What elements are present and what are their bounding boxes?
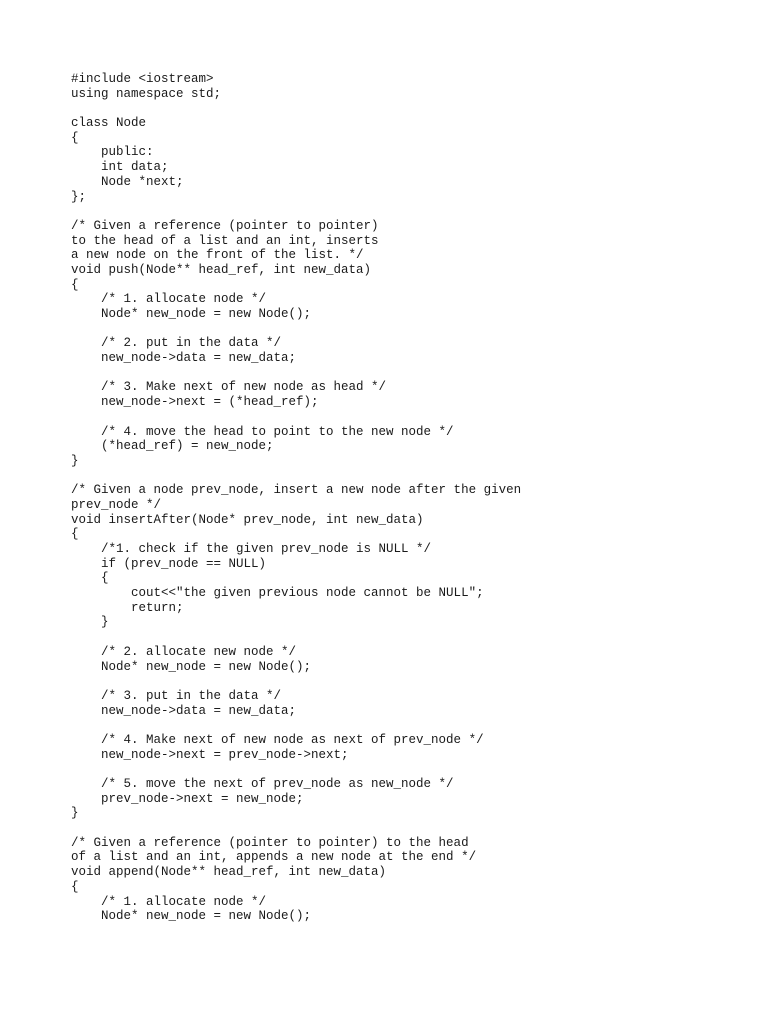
- code-line: [71, 322, 521, 337]
- code-line: }: [71, 615, 109, 630]
- code-line: /* 1. allocate node */: [71, 894, 267, 909]
- code-line: /* 4. move the head to point to the new node */: [71, 424, 454, 439]
- code-line: return;: [71, 600, 184, 615]
- code-line: /* 5. move the next of prev_node as new_node */: [71, 777, 454, 791]
- code-line: to the head of a list and an int, inserts: [71, 233, 379, 248]
- code-line: a new node on the front of the list. */: [71, 248, 364, 263]
- code-line: [71, 204, 521, 219]
- code-line: [71, 366, 521, 381]
- code-line: prev_node->next = new_node;: [71, 791, 304, 806]
- code-line: using namespace std;: [71, 86, 222, 101]
- code-line: [71, 718, 521, 733]
- code-line: new_node->next = (*head_ref);: [71, 395, 319, 410]
- code-line: /* Given a node prev_node, insert a new node after the given: [71, 483, 522, 498]
- code-line: /* 3. put in the data */: [71, 688, 282, 703]
- code-line: if (prev_node == NULL): [71, 556, 267, 571]
- code-line: }: [71, 806, 79, 821]
- code-line: Node* new_node = new Node();: [71, 909, 312, 924]
- code-line: new_node->data = new_data;: [71, 351, 297, 366]
- code-line: /* 2. put in the data */: [71, 336, 282, 351]
- code-line: {: [71, 130, 79, 145]
- code-line: }: [71, 453, 79, 468]
- code-line: [71, 630, 521, 645]
- code-line: void append(Node** head_ref, int new_data): [71, 865, 387, 880]
- code-line: [71, 410, 521, 425]
- code-line: new_node->data = new_data;: [71, 703, 297, 718]
- code-line: };: [71, 189, 87, 204]
- code-line: [71, 762, 521, 777]
- code-line: /*1. check if the given prev_node is NULL */: [71, 542, 432, 556]
- code-line: {: [71, 277, 79, 292]
- code-line: /* 4. Make next of new node as next of prev_node */: [71, 732, 484, 747]
- code-line: [71, 674, 521, 689]
- code-line: {: [71, 571, 109, 586]
- code-line: [71, 469, 521, 484]
- code-line: Node* new_node = new Node();: [71, 307, 312, 321]
- code-line: public:: [71, 145, 154, 160]
- code-line: (*head_ref) = new_node;: [71, 439, 274, 454]
- code-line: /* Given a reference (pointer to pointer): [71, 218, 379, 233]
- code-line: prev_node */: [71, 497, 162, 512]
- code-line: cout<<"the given previous node cannot be NULL";: [71, 586, 484, 601]
- code-line: /* 3. Make next of new node as head */: [71, 380, 387, 395]
- code-line: {: [71, 879, 79, 894]
- code-line: [71, 101, 521, 116]
- code-line: class Node: [71, 116, 147, 131]
- code-line: Node *next;: [71, 174, 184, 189]
- code-line: new_node->next = prev_node->next;: [71, 747, 349, 762]
- code-line: void insertAfter(Node* prev_node, int new_data): [71, 512, 424, 527]
- code-line: /* Given a reference (pointer to pointer) to the head: [71, 835, 469, 850]
- code-line: Node* new_node = new Node();: [71, 659, 312, 674]
- code-line: #include <iostream>: [71, 72, 214, 86]
- code-line: /* 1. allocate node */: [71, 292, 267, 307]
- code-line: of a list and an int, appends a new node at the end */: [71, 850, 477, 865]
- code-line: {: [71, 527, 79, 542]
- code-line: int data;: [71, 160, 169, 175]
- code-line: void push(Node** head_ref, int new_data): [71, 262, 372, 277]
- code-block: [71, 72, 521, 924]
- code-line: [71, 821, 521, 836]
- code-line: /* 2. allocate new node */: [71, 644, 297, 659]
